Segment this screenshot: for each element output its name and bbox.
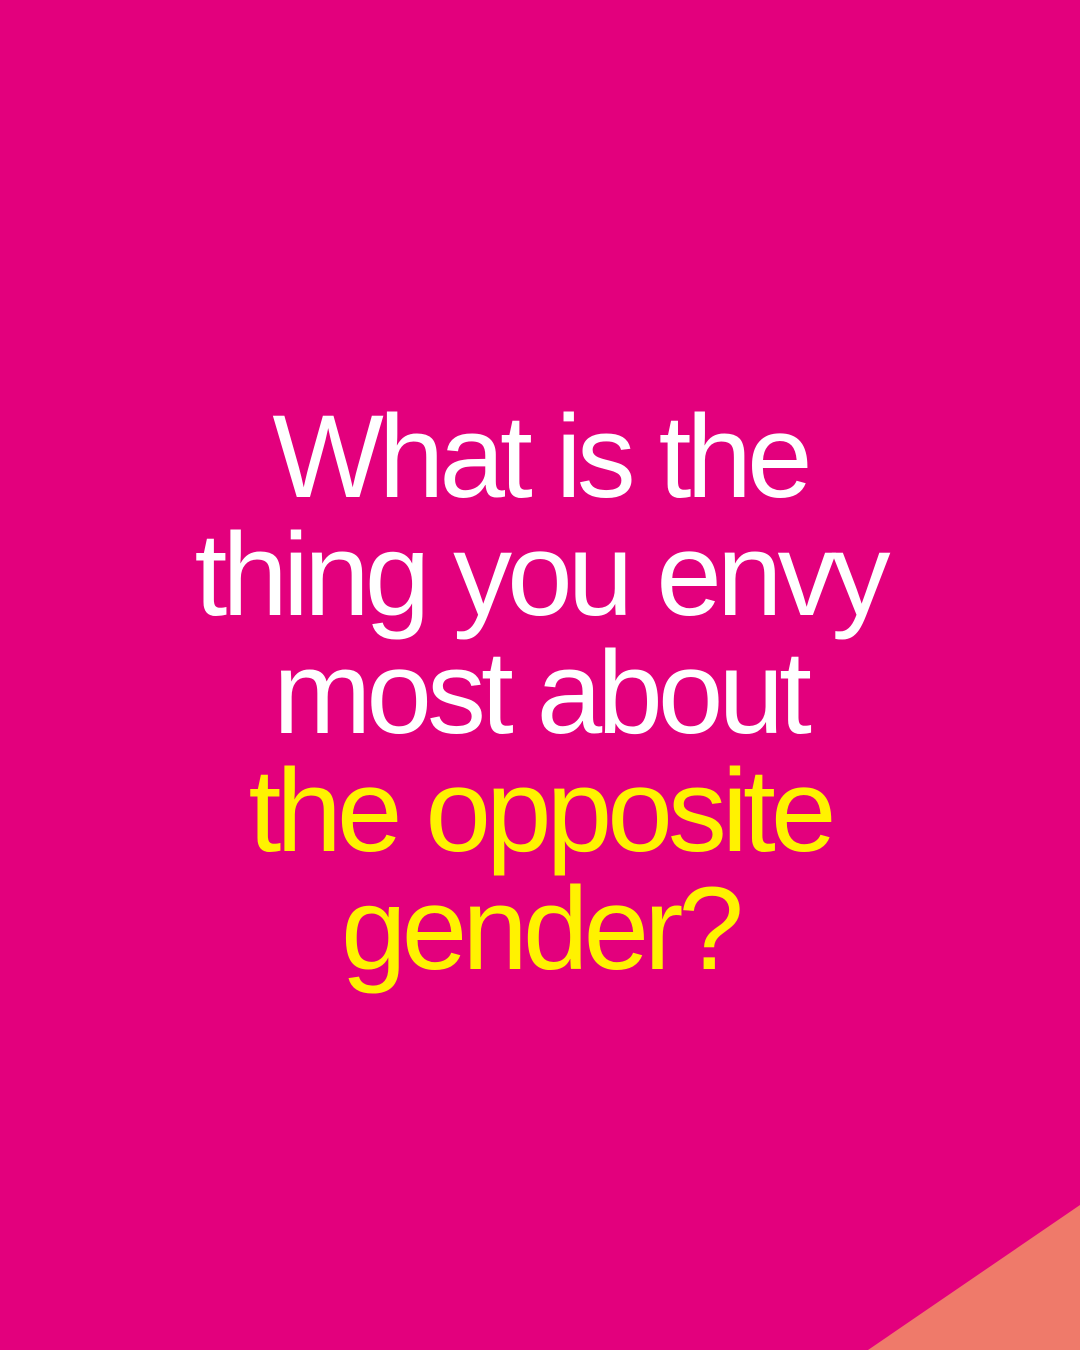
question-line-1: What is the	[272, 391, 808, 523]
question-line-5-highlight: gender?	[340, 863, 740, 995]
question-line-4-highlight: the opposite	[248, 745, 832, 877]
question-line-2: thing you envy	[194, 509, 886, 641]
corner-triangle	[868, 1205, 1080, 1350]
question-text	[0, 391, 1080, 995]
question-line-3: most about	[273, 627, 807, 759]
